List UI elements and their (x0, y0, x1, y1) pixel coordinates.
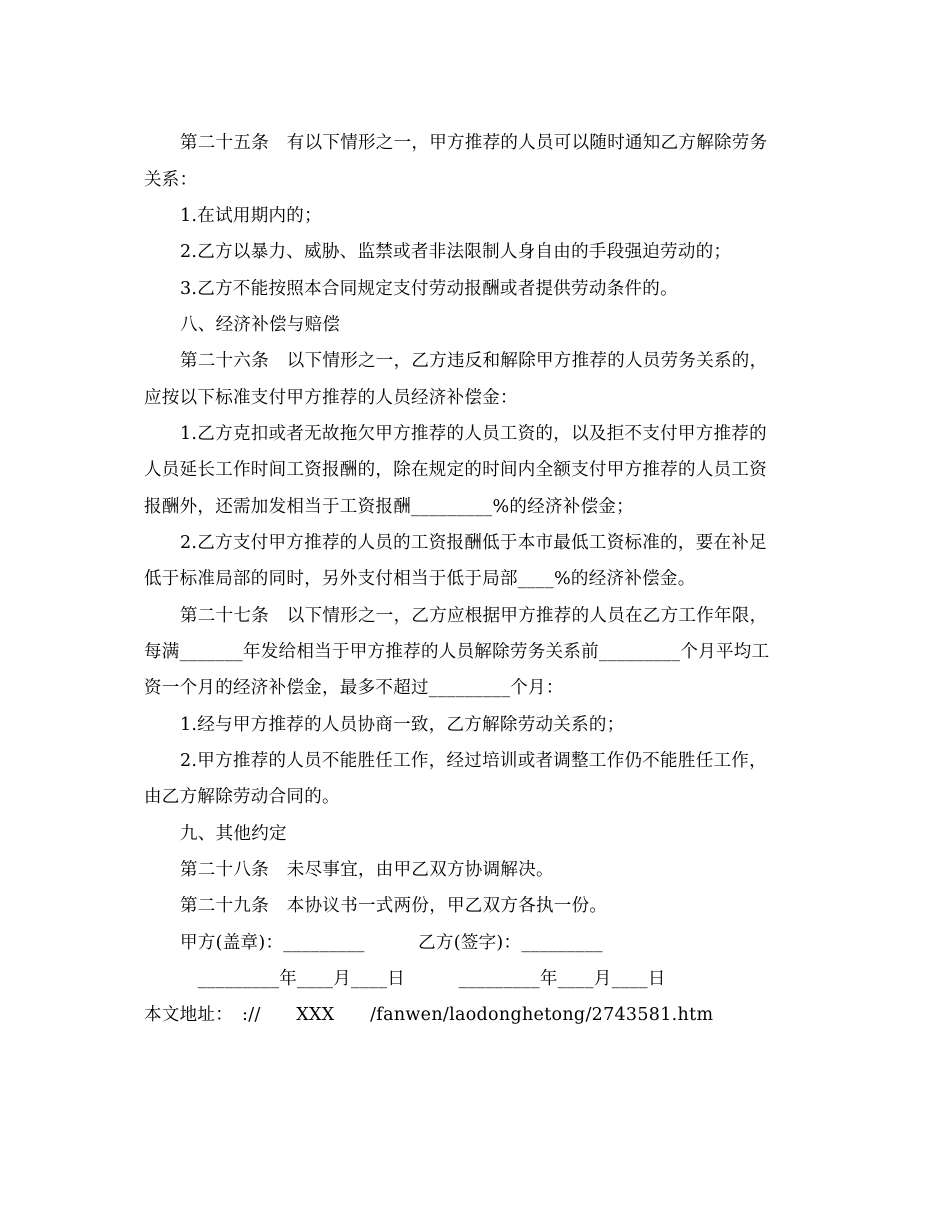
section-8-heading: 八、经济补偿与赔偿 (180, 315, 341, 335)
article-25-item-1: 1.在试用期内的； (180, 206, 322, 226)
article-27-line-2: 每满_______年发给相当于甲方推荐的人员解除劳务关系前_________个月平均工 (144, 642, 770, 662)
article-27-line-3: 资一个月的经济补偿金，最多不超过_________个月： (144, 678, 564, 698)
article-25-line-2: 关系： (144, 170, 198, 190)
article-26-item-1-line-3: 报酬外，还需加发相当于工资报酬_________%的经济补偿金； (144, 497, 634, 517)
article-27-item-2-line-2: 由乙方解除劳动合同的。 (144, 787, 340, 807)
signature-line: 甲方(盖章)：_________ 乙方(签字)：_________ (180, 933, 603, 953)
article-25-line-1: 第二十五条 有以下情形之一，甲方推荐的人员可以随时通知乙方解除劳务 (180, 133, 768, 153)
article-26-line-2: 应按以下标准支付甲方推荐的人员经济补偿金： (144, 388, 518, 408)
article-25-item-2: 2.乙方以暴力、威胁、监禁或者非法限制人身自由的手段强迫劳动的； (180, 242, 732, 262)
article-28: 第二十八条 未尽事宜，由甲乙双方协调解决。 (180, 860, 554, 880)
article-26-line-1: 第二十六条 以下情形之一，乙方违反和解除甲方推荐的人员劳务关系的， (180, 351, 768, 371)
article-25-item-3: 3.乙方不能按照本合同规定支付劳动报酬或者提供劳动条件的。 (180, 279, 678, 299)
article-27-line-1: 第二十七条 以下情形之一，乙方应根据甲方推荐的人员在乙方工作年限， (180, 606, 768, 626)
article-27-item-1: 1.经与甲方推荐的人员协商一致，乙方解除劳动关系的； (180, 715, 625, 735)
section-9-heading: 九、其他约定 (180, 824, 287, 844)
article-27-item-2-line-1: 2.甲方推荐的人员不能胜任工作，经过培训或者调整工作仍不能胜任工作， (180, 751, 767, 771)
article-26-item-2-line-1: 2.乙方支付甲方推荐的人员的工资报酬低于本市最低工资标准的，要在补足 (180, 533, 767, 553)
source-address: 本文地址： :// XXX /fanwen/laodonghetong/2743581.htm (144, 1005, 714, 1025)
date-line: _________年____月____日 _________年____月____日 (180, 969, 666, 989)
article-26-item-1-line-2: 人员延长工作时间工资报酬的，除在规定的时间内全额支付甲方推荐的人员工资 (144, 460, 767, 480)
article-26-item-1-line-1: 1.乙方克扣或者无故拖欠甲方推荐的人员工资的，以及拒不支付甲方推荐的 (180, 424, 767, 444)
article-26-item-2-line-2: 低于标准局部的同时，另外支付相当于低于局部____%的经济补偿金。 (144, 569, 696, 589)
article-29: 第二十九条 本协议书一式两份，甲乙双方各执一份。 (180, 896, 608, 916)
